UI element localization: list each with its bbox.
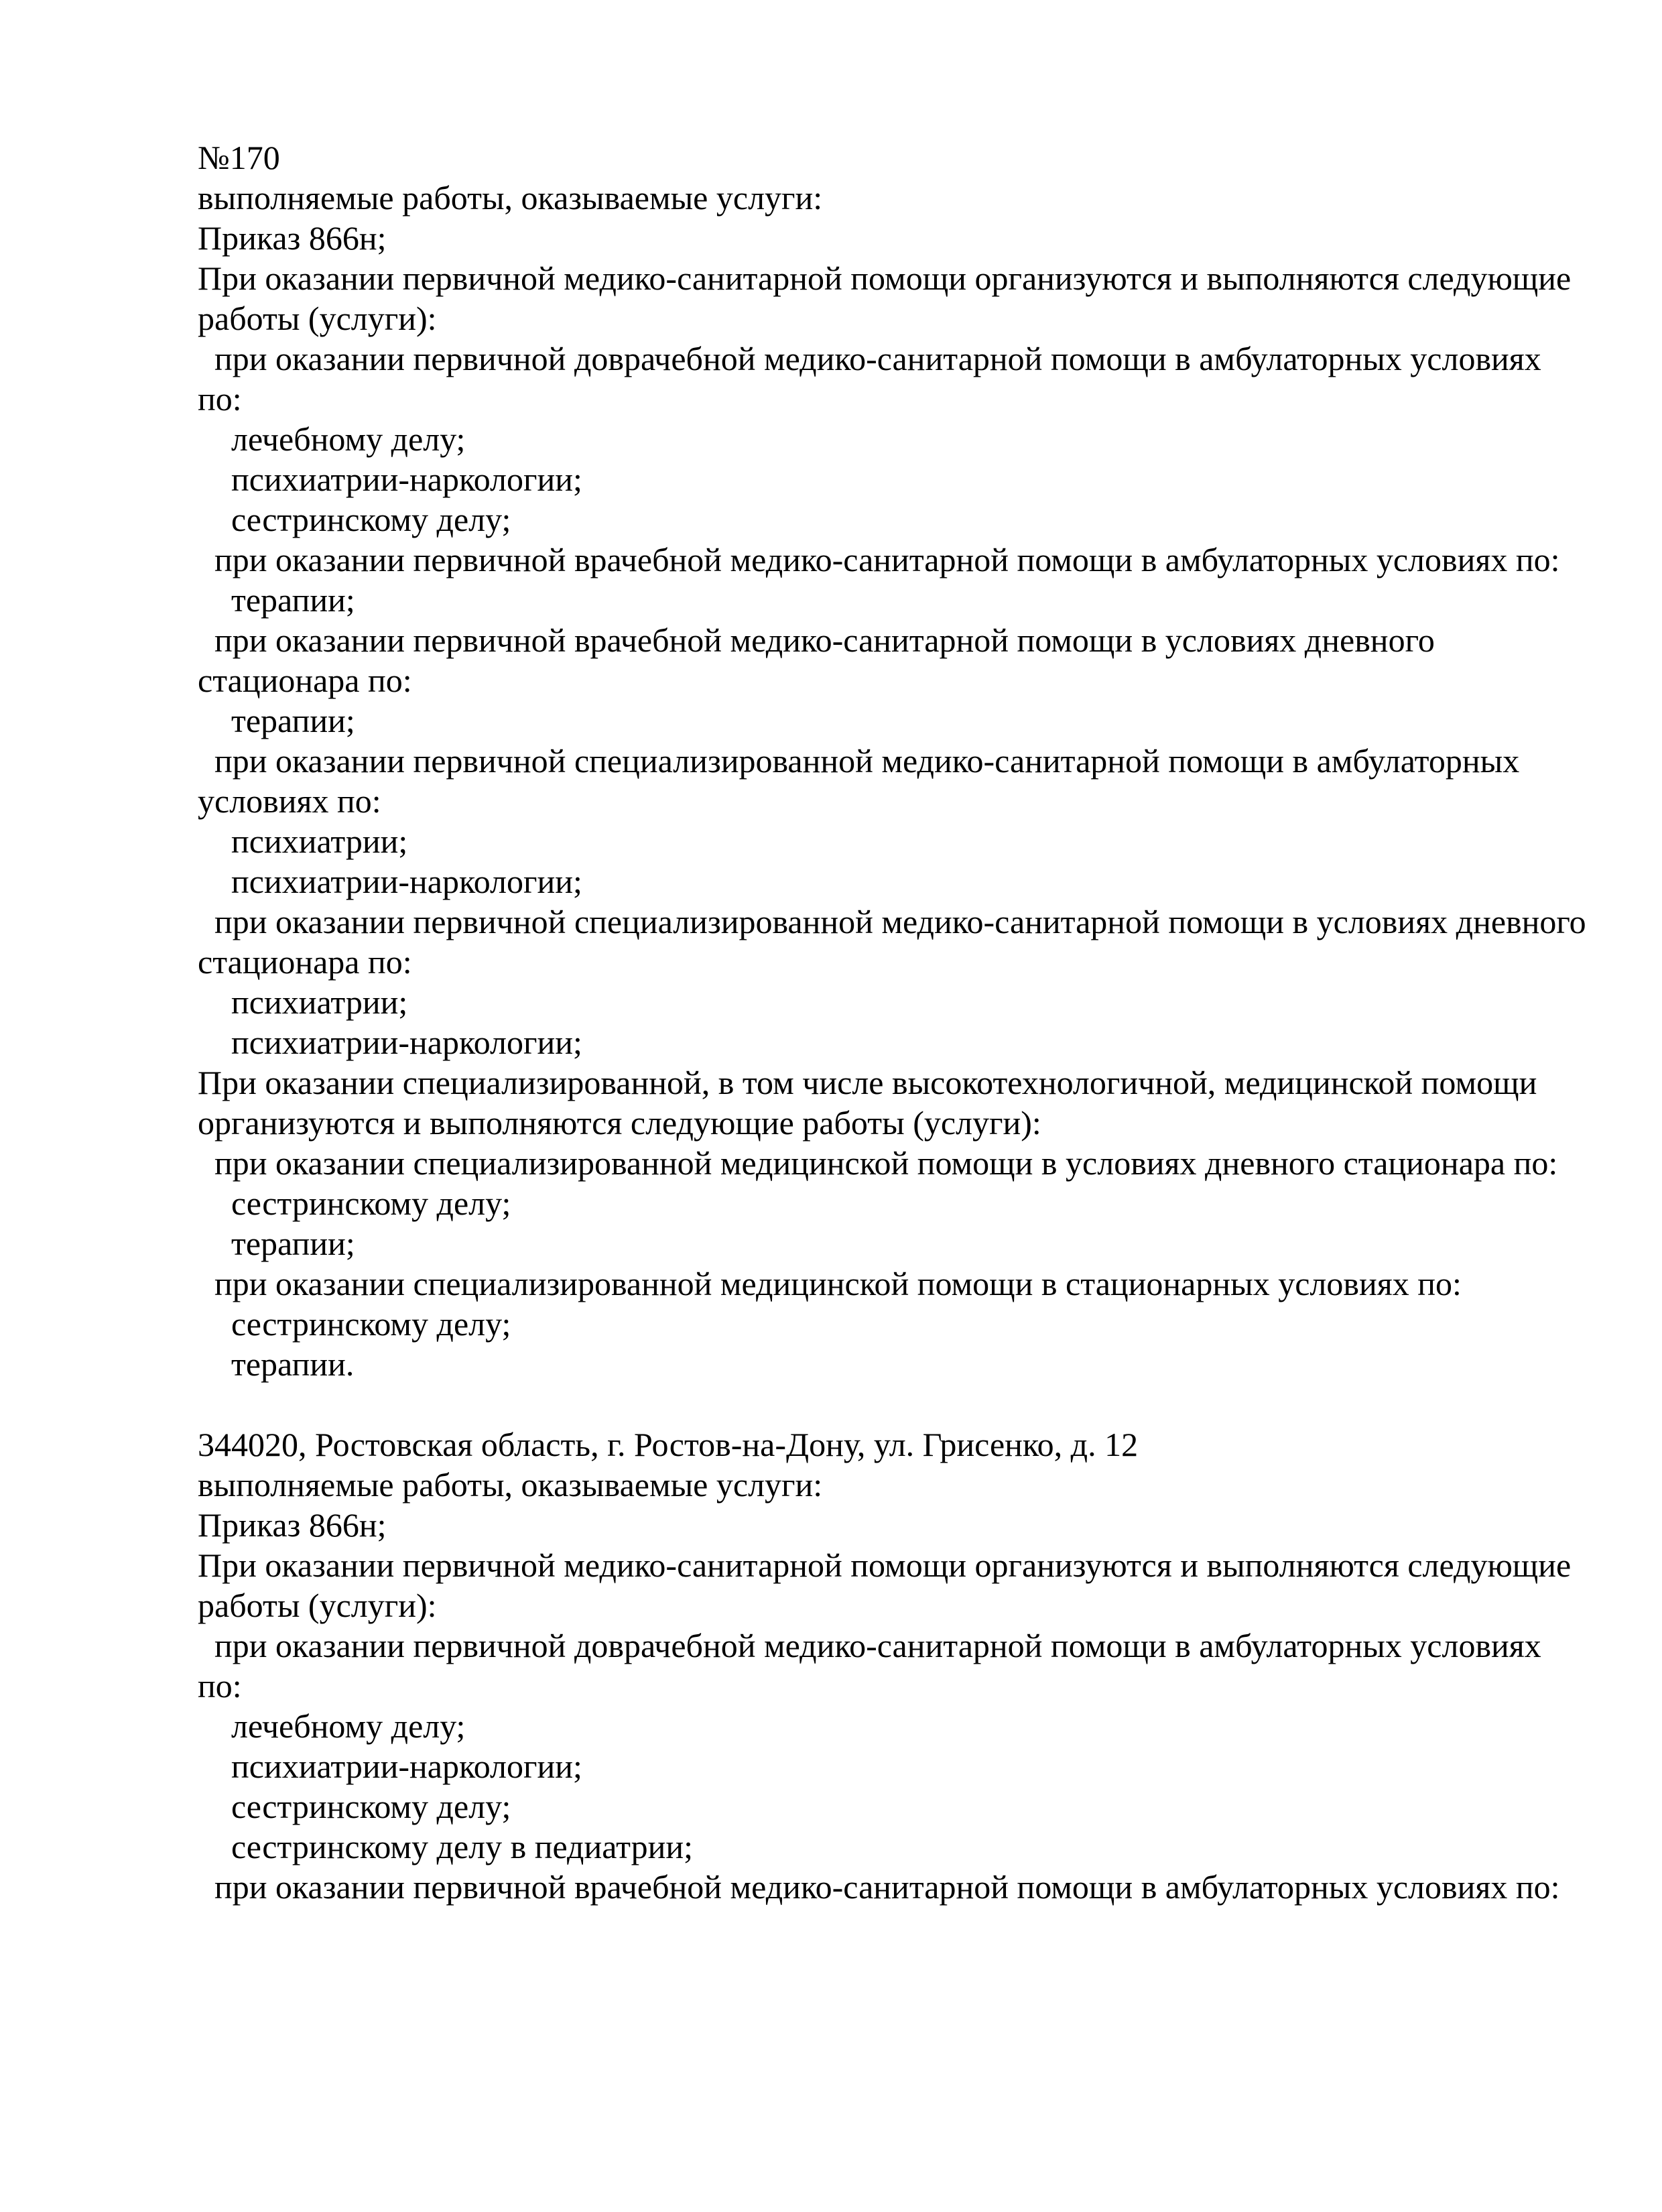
document-line: при оказании специализированной медицинской помощи в условиях дневного стационара по:	[198, 1144, 1558, 1182]
document-line: при оказании первичной врачебной медико-санитарной помощи в амбулаторных условиях по:	[198, 541, 1560, 578]
document-line: стационара по:	[198, 662, 412, 699]
document-line: При оказании специализированной, в том числе высокотехнологичной, медицинской помощи	[198, 1064, 1537, 1101]
document-line: психиатрии;	[198, 822, 408, 860]
document-line: при оказании первичной доврачебной медико-санитарной помощи в амбулаторных условиях	[198, 1627, 1541, 1664]
document-line: терапии;	[198, 581, 355, 619]
document-line: Приказ 866н;	[198, 219, 387, 257]
document-line: при оказании первичной специализированной медико-санитарной помощи в амбулаторных	[198, 742, 1520, 780]
document-line: терапии.	[198, 1345, 355, 1383]
document-line: при оказании первичной доврачебной медико-санитарной помощи в амбулаторных условиях	[198, 340, 1541, 377]
document-line: сестринскому делу;	[198, 1184, 511, 1222]
address-line: 344020, Ростовская область, г. Ростов-на-Дону, ул. Грисенко, д. 12	[198, 1426, 1139, 1463]
document-line: сестринскому делу;	[198, 501, 511, 538]
license-works-section	[198, 137, 1595, 1384]
document-line: психиатрии;	[198, 983, 408, 1021]
document-line: при оказании первичной специализированной медико-санитарной помощи в условиях дневного	[198, 903, 1586, 940]
document-line: Приказ 866н;	[198, 1506, 387, 1544]
document-line: терапии;	[198, 702, 355, 739]
document-line: выполняемые работы, оказываемые услуги:	[198, 1466, 823, 1503]
document-line: психиатрии-наркологии;	[198, 1747, 582, 1785]
document-line: при оказании первичной врачебной медико-санитарной помощи в условиях дневного	[198, 621, 1435, 659]
document-line: при оказании первичной врачебной медико-санитарной помощи в амбулаторных условиях по:	[198, 1868, 1560, 1906]
document-line: организуются и выполняются следующие работы (услуги):	[198, 1104, 1041, 1142]
document-line: психиатрии-наркологии;	[198, 460, 582, 498]
license-number-line: №170	[198, 139, 280, 176]
document-line: по:	[198, 1667, 242, 1705]
document-line: лечебному делу;	[198, 420, 466, 458]
document-line: по:	[198, 380, 242, 418]
document-line: сестринскому делу;	[198, 1788, 511, 1825]
document-line: работы (услуги):	[198, 300, 437, 337]
license-address-section	[198, 1424, 1595, 1907]
document-line: при оказании специализированной медицинской помощи в стационарных условиях по:	[198, 1265, 1462, 1302]
document-line: работы (услуги):	[198, 1587, 437, 1624]
document-line: условиях по:	[198, 782, 381, 820]
document-line: стационара по:	[198, 943, 412, 981]
document-line: выполняемые работы, оказываемые услуги:	[198, 179, 823, 217]
document-line: терапии;	[198, 1225, 355, 1262]
document-line: лечебному делу;	[198, 1707, 466, 1745]
document-line: психиатрии-наркологии;	[198, 863, 582, 900]
section-gap	[198, 1384, 1595, 1424]
document-line: При оказании первичной медико-санитарной помощи организуются и выполняются следующие	[198, 1546, 1572, 1584]
document-line: психиатрии-наркологии;	[198, 1024, 582, 1061]
document-line: сестринскому делу в педиатрии;	[198, 1828, 693, 1865]
document-line: При оказании первичной медико-санитарной помощи организуются и выполняются следующие	[198, 259, 1572, 297]
document-line: сестринскому делу;	[198, 1305, 511, 1343]
